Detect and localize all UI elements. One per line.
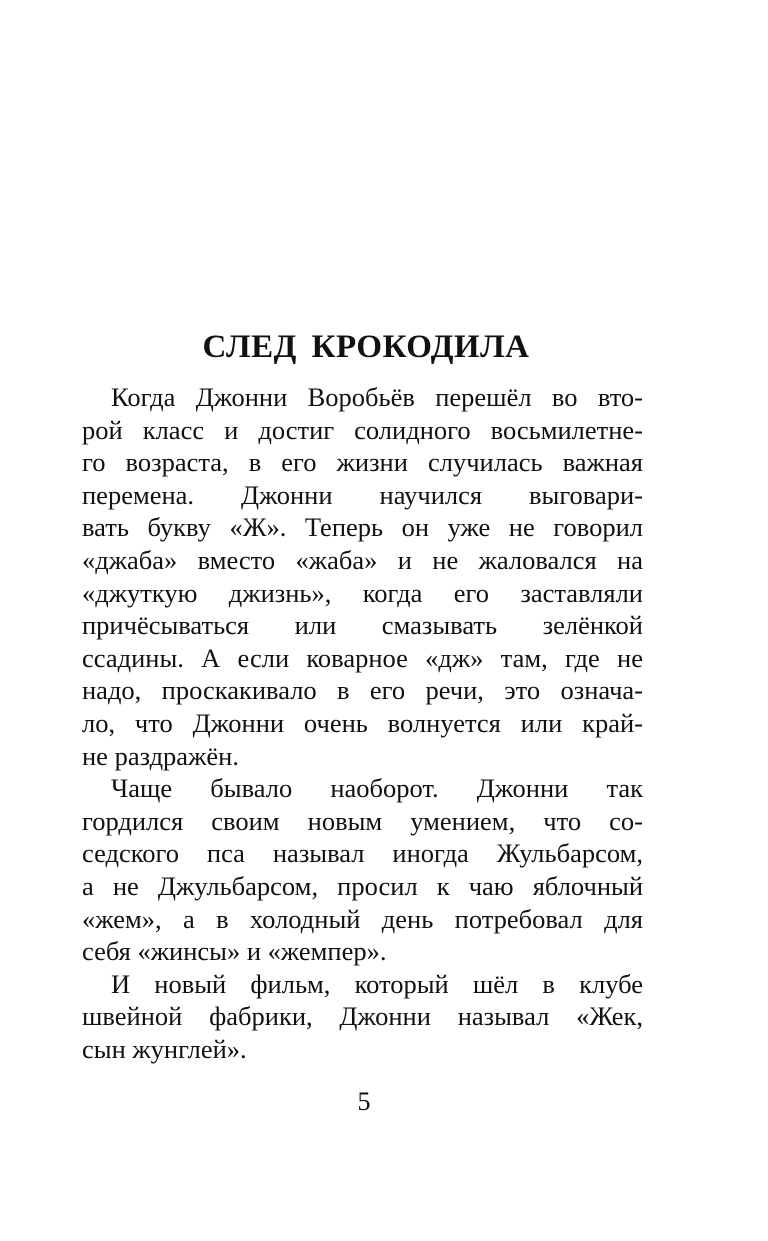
- paragraph-1-line-5: вать букву «Ж». Теперь он уже не говорил: [82, 512, 643, 543]
- paragraph-1-line-1: Когда Джонни Воробьёв перешёл во вто-: [111, 382, 643, 412]
- page-number: 5: [357, 1087, 371, 1116]
- chapter-title: СЛЕД КРОКОДИЛА: [202, 329, 530, 365]
- paragraph-1-line-6: «джаба» вместо «жаба» и не жаловался на: [82, 544, 643, 575]
- paragraph-1-line-2: рой класс и достиг солидного восьмилетне-: [82, 414, 643, 445]
- paragraph-3-line-1: И новый фильм, который шёл в клубе: [111, 968, 643, 999]
- paragraph-2-line-2: гордился своим новым умением, что со-: [82, 805, 643, 836]
- paragraph-1-line-9: ссадины. А если коварное «дж» там, где не: [82, 642, 643, 673]
- paragraph-1-line-3: го возраста, в его жизни случилась важная: [82, 447, 643, 478]
- paragraph-1-line-10: надо, проскакивало в его речи, это означа-: [82, 675, 643, 706]
- paragraph-1-line-7: «джуткую джизнь», когда его заставляли: [82, 577, 643, 608]
- paragraph-2-line-5: «жем», а в холодный день потребовал для: [82, 903, 643, 934]
- paragraph-1-line-11: ло, что Джонни очень волнуется или край-: [82, 707, 643, 738]
- paragraph-1-line-12: не раздражён.: [82, 740, 239, 771]
- paragraph-3-line-2: швейной фабрики, Джонни называл «Жек,: [82, 1001, 643, 1032]
- paragraph-2-line-4: а не Джульбарсом, просил к чаю яблочный: [82, 870, 643, 901]
- paragraph-1-line-8: причёсываться или смазывать зелёнкой: [82, 610, 643, 641]
- body-text: [82, 381, 643, 1065]
- paragraph-3-line-3: сын жунглей».: [82, 1033, 247, 1064]
- paragraph-2-line-6: себя «жинсы» и «жемпер».: [82, 936, 387, 967]
- paragraph-2-line-1: Чаще бывало наоборот. Джонни так: [111, 773, 643, 804]
- paragraph-2-line-3: седского пса называл иногда Жульбарсом,: [82, 838, 643, 869]
- paragraph-1-line-4: перемена. Джонни научился выговари-: [82, 479, 643, 510]
